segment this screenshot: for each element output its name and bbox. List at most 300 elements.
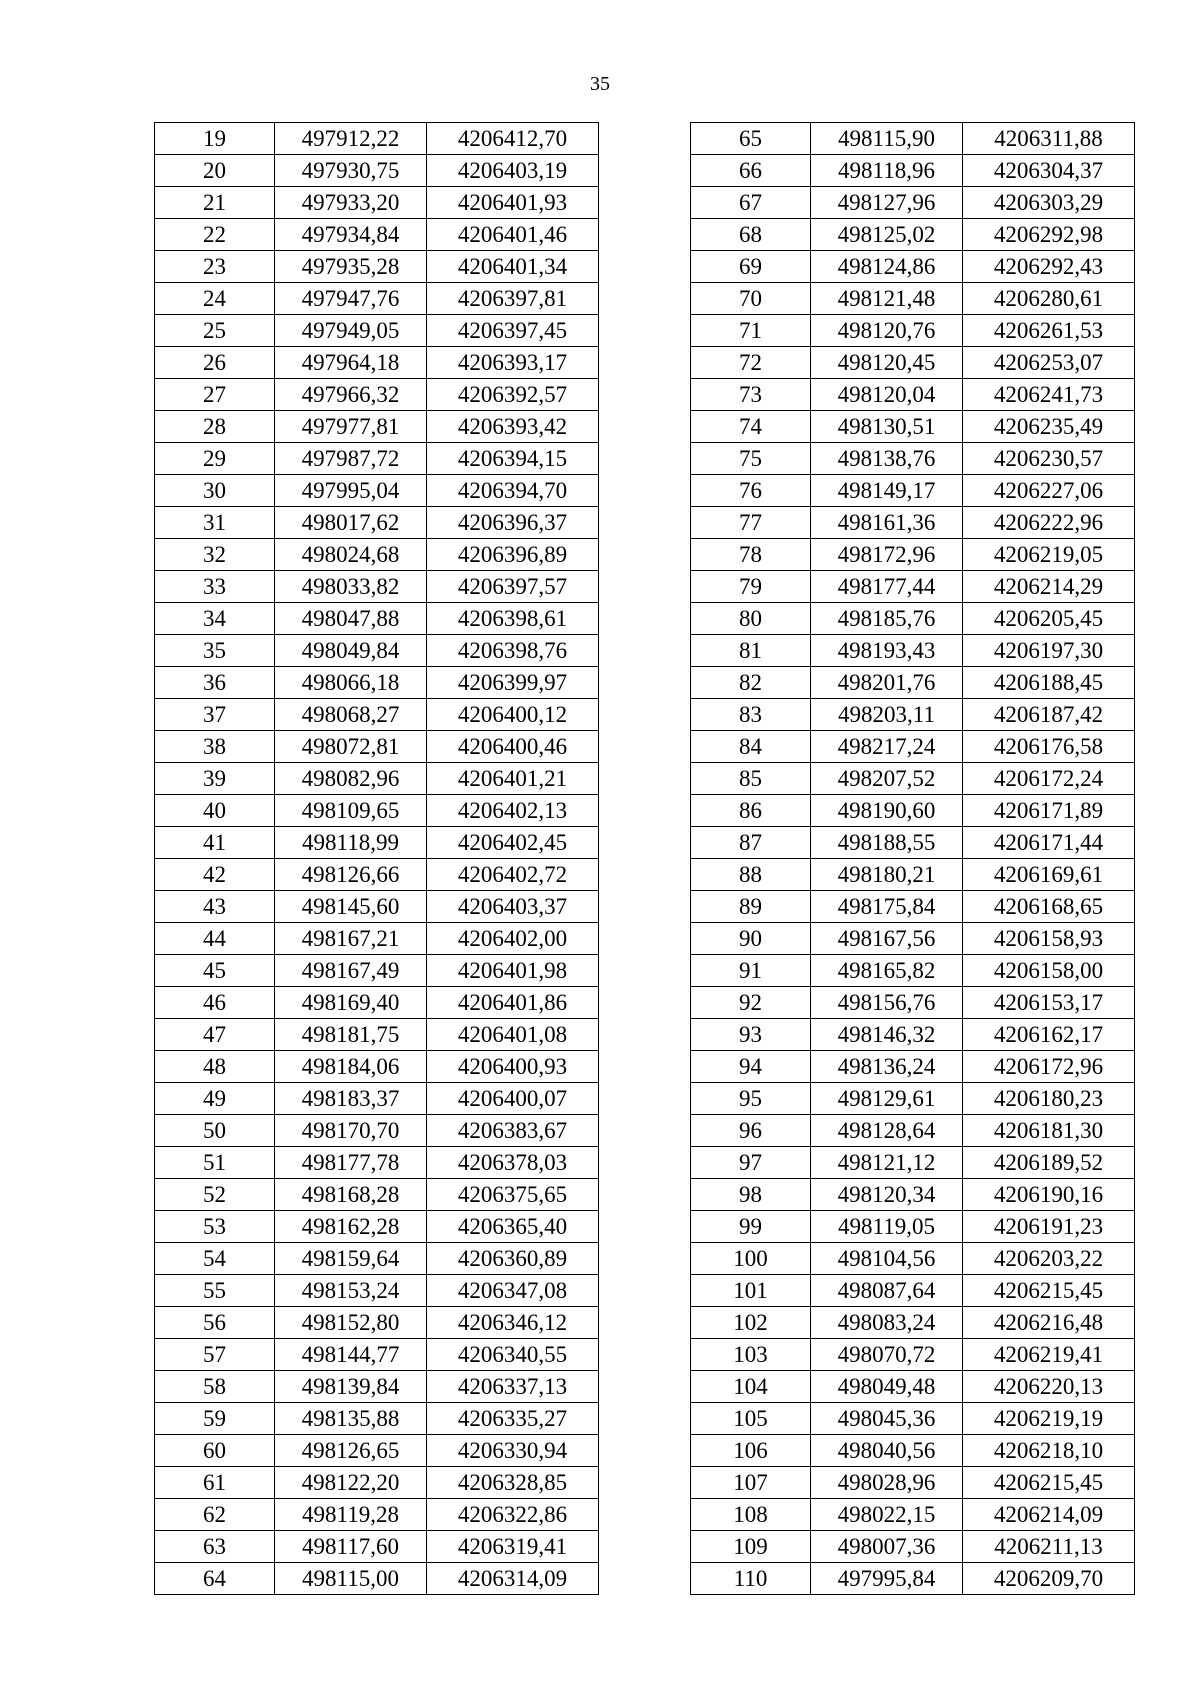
y-coordinate-cell: 4206403,37 bbox=[427, 891, 599, 923]
table-row bbox=[155, 859, 599, 891]
y-coordinate-cell: 4206365,40 bbox=[427, 1211, 599, 1243]
y-coordinate-cell: 4206235,49 bbox=[963, 411, 1135, 443]
table-row bbox=[155, 1403, 599, 1435]
point-number-cell: 24 bbox=[155, 283, 275, 315]
point-number-cell: 73 bbox=[691, 379, 811, 411]
x-coordinate-cell: 498024,68 bbox=[275, 539, 427, 571]
x-coordinate-cell: 498153,24 bbox=[275, 1275, 427, 1307]
point-number-cell: 78 bbox=[691, 539, 811, 571]
y-coordinate-cell: 4206397,81 bbox=[427, 283, 599, 315]
point-number-cell: 110 bbox=[691, 1563, 811, 1595]
point-number-cell: 44 bbox=[155, 923, 275, 955]
x-coordinate-cell: 497934,84 bbox=[275, 219, 427, 251]
y-coordinate-cell: 4206322,86 bbox=[427, 1499, 599, 1531]
x-coordinate-cell: 498172,96 bbox=[811, 539, 963, 571]
table-row bbox=[155, 1275, 599, 1307]
table-row bbox=[155, 827, 599, 859]
point-number-cell: 49 bbox=[155, 1083, 275, 1115]
point-number-cell: 72 bbox=[691, 347, 811, 379]
y-coordinate-cell: 4206328,85 bbox=[427, 1467, 599, 1499]
y-coordinate-cell: 4206360,89 bbox=[427, 1243, 599, 1275]
x-coordinate-cell: 497949,05 bbox=[275, 315, 427, 347]
x-coordinate-cell: 498125,02 bbox=[811, 219, 963, 251]
point-number-cell: 31 bbox=[155, 507, 275, 539]
table-row bbox=[155, 1307, 599, 1339]
point-number-cell: 88 bbox=[691, 859, 811, 891]
x-coordinate-cell: 498109,65 bbox=[275, 795, 427, 827]
point-number-cell: 93 bbox=[691, 1019, 811, 1051]
point-number-cell: 21 bbox=[155, 187, 275, 219]
point-number-cell: 106 bbox=[691, 1435, 811, 1467]
point-number-cell: 41 bbox=[155, 827, 275, 859]
x-coordinate-cell: 498049,48 bbox=[811, 1371, 963, 1403]
table-row bbox=[155, 891, 599, 923]
y-coordinate-cell: 4206219,05 bbox=[963, 539, 1135, 571]
x-coordinate-cell: 497935,28 bbox=[275, 251, 427, 283]
table-row bbox=[155, 1019, 599, 1051]
x-coordinate-cell: 498040,56 bbox=[811, 1435, 963, 1467]
x-coordinate-cell: 498203,11 bbox=[811, 699, 963, 731]
y-coordinate-cell: 4206400,93 bbox=[427, 1051, 599, 1083]
y-coordinate-cell: 4206401,08 bbox=[427, 1019, 599, 1051]
y-coordinate-cell: 4206230,57 bbox=[963, 443, 1135, 475]
table-row bbox=[155, 1115, 599, 1147]
x-coordinate-cell: 497987,72 bbox=[275, 443, 427, 475]
point-number-cell: 92 bbox=[691, 987, 811, 1019]
point-number-cell: 65 bbox=[691, 123, 811, 155]
y-coordinate-cell: 4206398,76 bbox=[427, 635, 599, 667]
table-row bbox=[691, 123, 1135, 155]
point-number-cell: 29 bbox=[155, 443, 275, 475]
table-row bbox=[691, 1339, 1135, 1371]
y-coordinate-cell: 4206181,30 bbox=[963, 1115, 1135, 1147]
y-coordinate-cell: 4206169,61 bbox=[963, 859, 1135, 891]
y-coordinate-cell: 4206396,89 bbox=[427, 539, 599, 571]
y-coordinate-cell: 4206401,93 bbox=[427, 187, 599, 219]
table-row bbox=[691, 667, 1135, 699]
x-coordinate-cell: 498045,36 bbox=[811, 1403, 963, 1435]
y-coordinate-cell: 4206314,09 bbox=[427, 1563, 599, 1595]
y-coordinate-cell: 4206383,67 bbox=[427, 1115, 599, 1147]
table-row bbox=[155, 635, 599, 667]
table-row bbox=[691, 379, 1135, 411]
table-row bbox=[691, 443, 1135, 475]
table-row bbox=[155, 667, 599, 699]
y-coordinate-cell: 4206393,42 bbox=[427, 411, 599, 443]
x-coordinate-cell: 498120,04 bbox=[811, 379, 963, 411]
point-number-cell: 39 bbox=[155, 763, 275, 795]
table-row bbox=[691, 1403, 1135, 1435]
point-number-cell: 57 bbox=[155, 1339, 275, 1371]
table-row bbox=[155, 699, 599, 731]
point-number-cell: 63 bbox=[155, 1531, 275, 1563]
x-coordinate-cell: 497912,22 bbox=[275, 123, 427, 155]
table-row bbox=[155, 1371, 599, 1403]
point-number-cell: 86 bbox=[691, 795, 811, 827]
y-coordinate-cell: 4206219,19 bbox=[963, 1403, 1135, 1435]
table-row bbox=[691, 507, 1135, 539]
y-coordinate-cell: 4206253,07 bbox=[963, 347, 1135, 379]
table-row bbox=[155, 251, 599, 283]
y-coordinate-cell: 4206227,06 bbox=[963, 475, 1135, 507]
y-coordinate-cell: 4206158,00 bbox=[963, 955, 1135, 987]
table-row bbox=[155, 731, 599, 763]
point-number-cell: 71 bbox=[691, 315, 811, 347]
point-number-cell: 87 bbox=[691, 827, 811, 859]
table-row bbox=[691, 1083, 1135, 1115]
y-coordinate-cell: 4206394,15 bbox=[427, 443, 599, 475]
y-coordinate-cell: 4206168,65 bbox=[963, 891, 1135, 923]
x-coordinate-cell: 498168,28 bbox=[275, 1179, 427, 1211]
y-coordinate-cell: 4206222,96 bbox=[963, 507, 1135, 539]
page-number: 35 bbox=[590, 73, 610, 95]
table-row bbox=[155, 379, 599, 411]
point-number-cell: 74 bbox=[691, 411, 811, 443]
point-number-cell: 58 bbox=[155, 1371, 275, 1403]
x-coordinate-cell: 498118,96 bbox=[811, 155, 963, 187]
x-coordinate-cell: 498047,88 bbox=[275, 603, 427, 635]
point-number-cell: 46 bbox=[155, 987, 275, 1019]
point-number-cell: 36 bbox=[155, 667, 275, 699]
point-number-cell: 89 bbox=[691, 891, 811, 923]
y-coordinate-cell: 4206280,61 bbox=[963, 283, 1135, 315]
point-number-cell: 108 bbox=[691, 1499, 811, 1531]
x-coordinate-cell: 498185,76 bbox=[811, 603, 963, 635]
table-row bbox=[691, 827, 1135, 859]
point-number-cell: 37 bbox=[155, 699, 275, 731]
x-coordinate-cell: 498017,62 bbox=[275, 507, 427, 539]
x-coordinate-cell: 498170,70 bbox=[275, 1115, 427, 1147]
table-row bbox=[155, 987, 599, 1019]
table-row bbox=[691, 1051, 1135, 1083]
table-row bbox=[691, 219, 1135, 251]
table-row bbox=[155, 539, 599, 571]
x-coordinate-cell: 498115,00 bbox=[275, 1563, 427, 1595]
point-number-cell: 25 bbox=[155, 315, 275, 347]
point-number-cell: 19 bbox=[155, 123, 275, 155]
y-coordinate-cell: 4206216,48 bbox=[963, 1307, 1135, 1339]
point-number-cell: 60 bbox=[155, 1435, 275, 1467]
table-row bbox=[691, 1531, 1135, 1563]
point-number-cell: 83 bbox=[691, 699, 811, 731]
point-number-cell: 81 bbox=[691, 635, 811, 667]
table-row bbox=[155, 411, 599, 443]
y-coordinate-cell: 4206171,89 bbox=[963, 795, 1135, 827]
point-number-cell: 103 bbox=[691, 1339, 811, 1371]
x-coordinate-cell: 498161,36 bbox=[811, 507, 963, 539]
x-coordinate-cell: 498167,49 bbox=[275, 955, 427, 987]
point-number-cell: 104 bbox=[691, 1371, 811, 1403]
point-number-cell: 91 bbox=[691, 955, 811, 987]
point-number-cell: 27 bbox=[155, 379, 275, 411]
y-coordinate-cell: 4206188,45 bbox=[963, 667, 1135, 699]
y-coordinate-cell: 4206215,45 bbox=[963, 1275, 1135, 1307]
point-number-cell: 22 bbox=[155, 219, 275, 251]
y-coordinate-cell: 4206401,86 bbox=[427, 987, 599, 1019]
y-coordinate-cell: 4206241,73 bbox=[963, 379, 1135, 411]
point-number-cell: 97 bbox=[691, 1147, 811, 1179]
y-coordinate-cell: 4206214,29 bbox=[963, 571, 1135, 603]
point-number-cell: 105 bbox=[691, 1403, 811, 1435]
y-coordinate-cell: 4206393,17 bbox=[427, 347, 599, 379]
x-coordinate-cell: 498033,82 bbox=[275, 571, 427, 603]
x-coordinate-cell: 498129,61 bbox=[811, 1083, 963, 1115]
y-coordinate-cell: 4206215,45 bbox=[963, 1467, 1135, 1499]
point-number-cell: 70 bbox=[691, 283, 811, 315]
point-number-cell: 42 bbox=[155, 859, 275, 891]
point-number-cell: 67 bbox=[691, 187, 811, 219]
y-coordinate-cell: 4206153,17 bbox=[963, 987, 1135, 1019]
x-coordinate-cell: 498144,77 bbox=[275, 1339, 427, 1371]
x-coordinate-cell: 498152,80 bbox=[275, 1307, 427, 1339]
point-number-cell: 77 bbox=[691, 507, 811, 539]
x-coordinate-cell: 498177,44 bbox=[811, 571, 963, 603]
y-coordinate-cell: 4206214,09 bbox=[963, 1499, 1135, 1531]
table-row bbox=[155, 315, 599, 347]
y-coordinate-cell: 4206292,43 bbox=[963, 251, 1135, 283]
x-coordinate-cell: 498120,76 bbox=[811, 315, 963, 347]
coordinates-table-right bbox=[690, 122, 1135, 1595]
y-coordinate-cell: 4206209,70 bbox=[963, 1563, 1135, 1595]
point-number-cell: 23 bbox=[155, 251, 275, 283]
point-number-cell: 45 bbox=[155, 955, 275, 987]
point-number-cell: 48 bbox=[155, 1051, 275, 1083]
table-row bbox=[691, 1147, 1135, 1179]
x-coordinate-cell: 498201,76 bbox=[811, 667, 963, 699]
table-row bbox=[691, 155, 1135, 187]
y-coordinate-cell: 4206189,52 bbox=[963, 1147, 1135, 1179]
point-number-cell: 76 bbox=[691, 475, 811, 507]
coordinates-table-body bbox=[155, 123, 599, 1595]
x-coordinate-cell: 498007,36 bbox=[811, 1531, 963, 1563]
y-coordinate-cell: 4206158,93 bbox=[963, 923, 1135, 955]
table-row bbox=[691, 1243, 1135, 1275]
x-coordinate-cell: 498122,20 bbox=[275, 1467, 427, 1499]
table-row bbox=[691, 891, 1135, 923]
x-coordinate-cell: 498167,56 bbox=[811, 923, 963, 955]
x-coordinate-cell: 498165,82 bbox=[811, 955, 963, 987]
table-row bbox=[155, 1339, 599, 1371]
table-row bbox=[691, 1275, 1135, 1307]
x-coordinate-cell: 497947,76 bbox=[275, 283, 427, 315]
point-number-cell: 96 bbox=[691, 1115, 811, 1147]
point-number-cell: 85 bbox=[691, 763, 811, 795]
x-coordinate-cell: 497933,20 bbox=[275, 187, 427, 219]
table-row bbox=[691, 1467, 1135, 1499]
x-coordinate-cell: 498119,05 bbox=[811, 1211, 963, 1243]
y-coordinate-cell: 4206402,00 bbox=[427, 923, 599, 955]
table-row bbox=[691, 1019, 1135, 1051]
y-coordinate-cell: 4206400,07 bbox=[427, 1083, 599, 1115]
x-coordinate-cell: 497995,84 bbox=[811, 1563, 963, 1595]
table-row bbox=[155, 347, 599, 379]
y-coordinate-cell: 4206172,24 bbox=[963, 763, 1135, 795]
point-number-cell: 59 bbox=[155, 1403, 275, 1435]
point-number-cell: 101 bbox=[691, 1275, 811, 1307]
x-coordinate-cell: 498145,60 bbox=[275, 891, 427, 923]
y-coordinate-cell: 4206187,42 bbox=[963, 699, 1135, 731]
y-coordinate-cell: 4206398,61 bbox=[427, 603, 599, 635]
x-coordinate-cell: 498190,60 bbox=[811, 795, 963, 827]
table-row bbox=[691, 1563, 1135, 1595]
point-number-cell: 20 bbox=[155, 155, 275, 187]
x-coordinate-cell: 498118,99 bbox=[275, 827, 427, 859]
y-coordinate-cell: 4206402,72 bbox=[427, 859, 599, 891]
y-coordinate-cell: 4206292,98 bbox=[963, 219, 1135, 251]
x-coordinate-cell: 498115,90 bbox=[811, 123, 963, 155]
y-coordinate-cell: 4206303,29 bbox=[963, 187, 1135, 219]
table-row bbox=[691, 315, 1135, 347]
point-number-cell: 84 bbox=[691, 731, 811, 763]
x-coordinate-cell: 498120,34 bbox=[811, 1179, 963, 1211]
table-row bbox=[691, 699, 1135, 731]
y-coordinate-cell: 4206191,23 bbox=[963, 1211, 1135, 1243]
point-number-cell: 47 bbox=[155, 1019, 275, 1051]
point-number-cell: 69 bbox=[691, 251, 811, 283]
y-coordinate-cell: 4206203,22 bbox=[963, 1243, 1135, 1275]
x-coordinate-cell: 498217,24 bbox=[811, 731, 963, 763]
point-number-cell: 32 bbox=[155, 539, 275, 571]
table-row bbox=[691, 475, 1135, 507]
point-number-cell: 53 bbox=[155, 1211, 275, 1243]
point-number-cell: 62 bbox=[155, 1499, 275, 1531]
y-coordinate-cell: 4206172,96 bbox=[963, 1051, 1135, 1083]
table-row bbox=[155, 603, 599, 635]
y-coordinate-cell: 4206190,16 bbox=[963, 1179, 1135, 1211]
x-coordinate-cell: 498068,27 bbox=[275, 699, 427, 731]
x-coordinate-cell: 498184,06 bbox=[275, 1051, 427, 1083]
point-number-cell: 34 bbox=[155, 603, 275, 635]
table-row bbox=[155, 1467, 599, 1499]
table-row bbox=[155, 187, 599, 219]
table-row bbox=[691, 187, 1135, 219]
y-coordinate-cell: 4206171,44 bbox=[963, 827, 1135, 859]
y-coordinate-cell: 4206319,41 bbox=[427, 1531, 599, 1563]
x-coordinate-cell: 498139,84 bbox=[275, 1371, 427, 1403]
y-coordinate-cell: 4206399,97 bbox=[427, 667, 599, 699]
table-row bbox=[155, 507, 599, 539]
x-coordinate-cell: 498070,72 bbox=[811, 1339, 963, 1371]
table-row bbox=[155, 219, 599, 251]
table-row bbox=[155, 1499, 599, 1531]
point-number-cell: 75 bbox=[691, 443, 811, 475]
table-row bbox=[691, 955, 1135, 987]
x-coordinate-cell: 498124,86 bbox=[811, 251, 963, 283]
x-coordinate-cell: 498162,28 bbox=[275, 1211, 427, 1243]
x-coordinate-cell: 497966,32 bbox=[275, 379, 427, 411]
table-row bbox=[155, 443, 599, 475]
x-coordinate-cell: 498180,21 bbox=[811, 859, 963, 891]
y-coordinate-cell: 4206401,34 bbox=[427, 251, 599, 283]
x-coordinate-cell: 498156,76 bbox=[811, 987, 963, 1019]
point-number-cell: 30 bbox=[155, 475, 275, 507]
table-row bbox=[155, 1051, 599, 1083]
table-row bbox=[691, 283, 1135, 315]
y-coordinate-cell: 4206162,17 bbox=[963, 1019, 1135, 1051]
y-coordinate-cell: 4206397,57 bbox=[427, 571, 599, 603]
table-row bbox=[691, 635, 1135, 667]
x-coordinate-cell: 498083,24 bbox=[811, 1307, 963, 1339]
x-coordinate-cell: 497964,18 bbox=[275, 347, 427, 379]
y-coordinate-cell: 4206347,08 bbox=[427, 1275, 599, 1307]
y-coordinate-cell: 4206402,13 bbox=[427, 795, 599, 827]
y-coordinate-cell: 4206219,41 bbox=[963, 1339, 1135, 1371]
table-row bbox=[691, 1371, 1135, 1403]
x-coordinate-cell: 498136,24 bbox=[811, 1051, 963, 1083]
y-coordinate-cell: 4206378,03 bbox=[427, 1147, 599, 1179]
y-coordinate-cell: 4206375,65 bbox=[427, 1179, 599, 1211]
x-coordinate-cell: 498126,65 bbox=[275, 1435, 427, 1467]
coordinates-table-left bbox=[154, 122, 599, 1595]
y-coordinate-cell: 4206335,27 bbox=[427, 1403, 599, 1435]
point-number-cell: 100 bbox=[691, 1243, 811, 1275]
x-coordinate-cell: 498193,43 bbox=[811, 635, 963, 667]
table-row bbox=[691, 795, 1135, 827]
y-coordinate-cell: 4206400,46 bbox=[427, 731, 599, 763]
x-coordinate-cell: 497930,75 bbox=[275, 155, 427, 187]
point-number-cell: 35 bbox=[155, 635, 275, 667]
y-coordinate-cell: 4206261,53 bbox=[963, 315, 1135, 347]
point-number-cell: 98 bbox=[691, 1179, 811, 1211]
x-coordinate-cell: 498126,66 bbox=[275, 859, 427, 891]
y-coordinate-cell: 4206311,88 bbox=[963, 123, 1135, 155]
table-row bbox=[691, 1211, 1135, 1243]
point-number-cell: 90 bbox=[691, 923, 811, 955]
y-coordinate-cell: 4206394,70 bbox=[427, 475, 599, 507]
table-row bbox=[155, 123, 599, 155]
x-coordinate-cell: 498175,84 bbox=[811, 891, 963, 923]
x-coordinate-cell: 498119,28 bbox=[275, 1499, 427, 1531]
y-coordinate-cell: 4206330,94 bbox=[427, 1435, 599, 1467]
y-coordinate-cell: 4206180,23 bbox=[963, 1083, 1135, 1115]
x-coordinate-cell: 498127,96 bbox=[811, 187, 963, 219]
x-coordinate-cell: 498169,40 bbox=[275, 987, 427, 1019]
y-coordinate-cell: 4206197,30 bbox=[963, 635, 1135, 667]
y-coordinate-cell: 4206392,57 bbox=[427, 379, 599, 411]
y-coordinate-cell: 4206401,21 bbox=[427, 763, 599, 795]
table-row bbox=[691, 539, 1135, 571]
table-row bbox=[691, 571, 1135, 603]
x-coordinate-cell: 498135,88 bbox=[275, 1403, 427, 1435]
x-coordinate-cell: 498117,60 bbox=[275, 1531, 427, 1563]
table-row bbox=[155, 923, 599, 955]
point-number-cell: 64 bbox=[155, 1563, 275, 1595]
point-number-cell: 54 bbox=[155, 1243, 275, 1275]
point-number-cell: 61 bbox=[155, 1467, 275, 1499]
x-coordinate-cell: 498177,78 bbox=[275, 1147, 427, 1179]
table-row bbox=[155, 1083, 599, 1115]
table-row bbox=[691, 1435, 1135, 1467]
table-row bbox=[155, 155, 599, 187]
table-row bbox=[155, 1435, 599, 1467]
table-row bbox=[691, 251, 1135, 283]
y-coordinate-cell: 4206402,45 bbox=[427, 827, 599, 859]
point-number-cell: 55 bbox=[155, 1275, 275, 1307]
table-row bbox=[691, 1499, 1135, 1531]
point-number-cell: 80 bbox=[691, 603, 811, 635]
x-coordinate-cell: 497995,04 bbox=[275, 475, 427, 507]
x-coordinate-cell: 498121,48 bbox=[811, 283, 963, 315]
table-row bbox=[691, 411, 1135, 443]
table-row bbox=[155, 763, 599, 795]
x-coordinate-cell: 498207,52 bbox=[811, 763, 963, 795]
point-number-cell: 109 bbox=[691, 1531, 811, 1563]
x-coordinate-cell: 498130,51 bbox=[811, 411, 963, 443]
point-number-cell: 102 bbox=[691, 1307, 811, 1339]
x-coordinate-cell: 498049,84 bbox=[275, 635, 427, 667]
point-number-cell: 50 bbox=[155, 1115, 275, 1147]
x-coordinate-cell: 498087,64 bbox=[811, 1275, 963, 1307]
